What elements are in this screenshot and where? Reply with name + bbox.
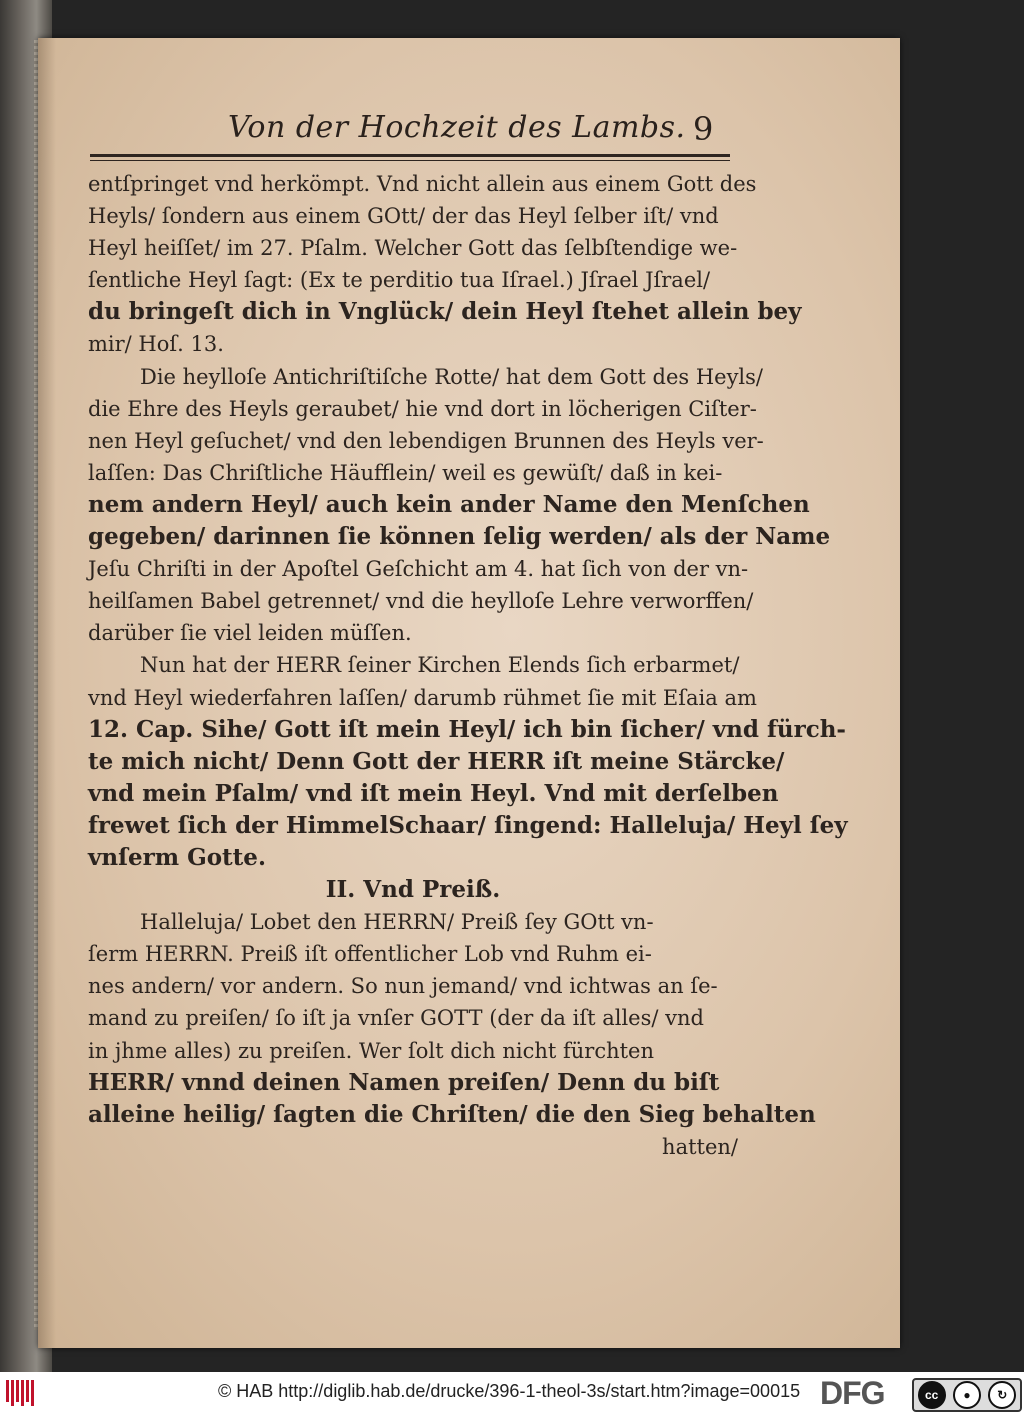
by-icon: ● (953, 1381, 981, 1409)
text-line: nen Heyl geſuchet/ vnd den lebendigen Brunnen des Heyls ver- (88, 428, 764, 453)
catchword: hatten/ (662, 1134, 738, 1159)
text-line: 12. Cap. Sihe/ Gott iſt mein Heyl/ ich bin ſicher/ vnd fürch- (88, 715, 846, 743)
text-line: mir/ Hoſ. 13. (88, 332, 224, 357)
text-line: nes andern/ vor andern. So nun jemand/ vnd ichtwas an ſe- (88, 974, 718, 999)
body-text (88, 168, 848, 1163)
viewer-footer (0, 1372, 1024, 1412)
text-line: ſerm HERRN. Preiß iſt offentlicher Lob vnd Ruhm ei- (88, 942, 652, 967)
text-line: Heyl heiſſet/ im 27. Pſalm. Welcher Gott das ſelbſtendige we- (88, 236, 738, 261)
running-title: Von der Hochzeit des Lambs. (228, 110, 686, 145)
text-line: Nun hat der HERR ſeiner Kirchen Elends ſich erbarmet/ (140, 653, 740, 678)
dfg-logo-icon[interactable]: DFG (820, 1375, 885, 1411)
text-line: Die heylloſe Antichriſtiſche Rotte/ hat dem Gott des Heyls/ (140, 364, 763, 389)
text-line: in jhme alles) zu preiſen. Wer ſolt dich nicht fürchten (88, 1038, 654, 1063)
hab-logo-icon[interactable] (6, 1380, 38, 1406)
text-line: Jeſu Chriſti in der Apoſtel Geſchicht am 4. hat ſich von der vn- (88, 557, 749, 582)
text-line: nem andern Heyl/ auch kein ander Name den Menſchen (88, 490, 810, 518)
text-line: laſſen: Das Chriſtliche Häufflein/ weil es gewüſt/ daß in kei- (88, 460, 723, 485)
text-line: alleine heilig/ ſagten die Chriſten/ die den Sieg behalten (88, 1100, 816, 1128)
text-line: vnd Heyl wiederfahren laſſen/ darumb rühmet ſie mit Eſaia am (88, 685, 757, 710)
text-line: HERR/ vnnd deinen Namen preiſen/ Denn du biſt (88, 1068, 720, 1096)
header-rule (90, 154, 730, 157)
text-line: mand zu preiſen/ ſo iſt ja vnſer GOTT (der da iſt alles/ vnd (88, 1006, 704, 1031)
text-line: darüber ſie viel leiden müſſen. (88, 621, 412, 646)
text-line: du bringeſt dich in Vnglück/ dein Heyl ſtehet allein bey (88, 298, 802, 326)
section-heading: II. Vnd Preiß. (325, 876, 501, 904)
text-line: vnd mein Pſalm/ vnd iſt mein Heyl. Vnd mit derſelben (88, 779, 779, 807)
text-line: entſpringet vnd herkömpt. Vnd nicht allein aus einem Gott des (88, 172, 757, 196)
text-line: gegeben/ darinnen ſie können ſelig werden/ als der Name (88, 523, 831, 551)
text-line: frewet ſich der HimmelSchaar/ ſingend: Halleluja/ Heyl ſey (88, 811, 848, 839)
text-line: Heyls/ ſondern aus einem GOtt/ der das Heyl ſelber iſt/ vnd (88, 204, 719, 229)
cc-license-icon[interactable] (912, 1378, 1022, 1412)
text-line: te mich nicht/ Denn Gott der HERR iſt meine Stärcke/ (88, 747, 785, 775)
citation-link[interactable]: © HAB http://diglib.hab.de/drucke/396-1-theol-3s/start.htm?image=00015 (218, 1381, 801, 1401)
text-line: ſentliche Heyl ſagt: (Ex te perditio tua Iſrael.) Jſrael Jſrael/ (88, 268, 711, 293)
page-number: 9 (693, 110, 714, 148)
cc-icon: cc (918, 1381, 946, 1409)
text-line: Halleluja/ Lobet den HERRN/ Preiß ſey GOtt vn- (140, 910, 654, 935)
text-line: vnſerm Gotte. (88, 843, 266, 871)
text-line: heilſamen Babel getrennet/ vnd die heylloſe Lehre verworffen/ (88, 589, 754, 614)
sa-icon: ↻ (988, 1381, 1016, 1409)
text-line: die Ehre des Heyls geraubet/ hie vnd dort in löcherigen Ciſter- (88, 396, 757, 421)
